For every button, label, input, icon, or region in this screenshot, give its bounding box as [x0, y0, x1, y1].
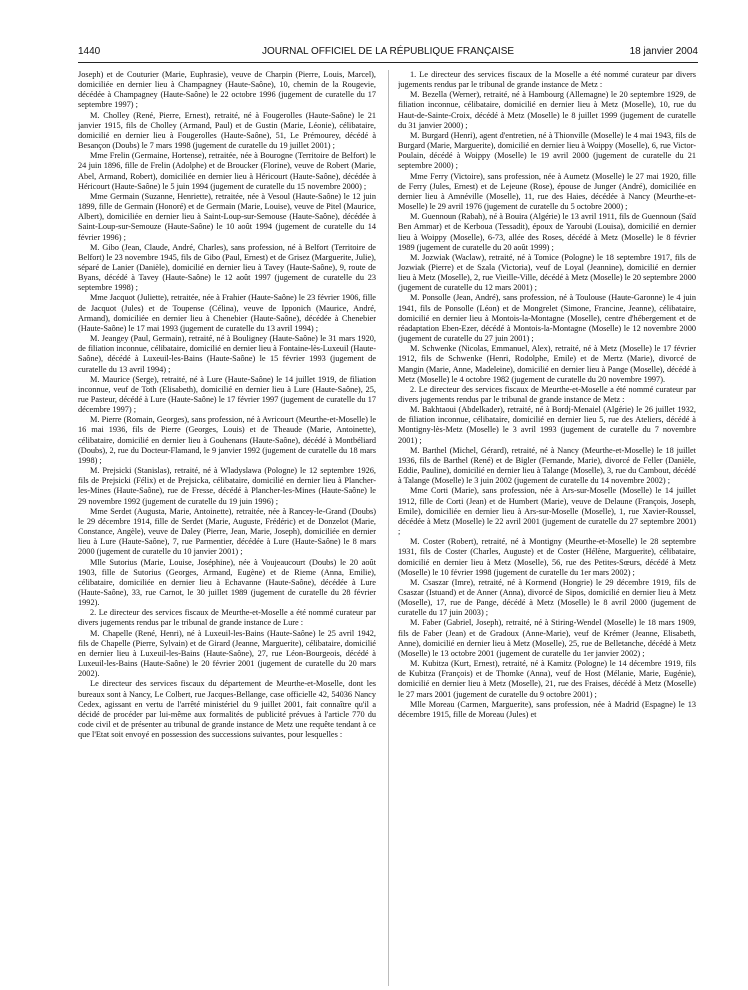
paragraph: M. Pierre (Romain, Georges), sans profession, né à Avricourt (Meurthe-et-Moselle) le 16 mai 1936, fils de Pierre (Georges, Louis) et de Theaude (Marie, Antoinette), célibataire, domicilié en dernier lieu à Gouhenans (Haute-Saône), décédé à Montbéliard (Doubs), 2, rue du Docteur-Flamand, le 9 janvier 1992 (jugement de curatelle du 18 mars 1998) ; [78, 415, 376, 465]
paragraph: Mlle Sutorius (Marie, Louise, Joséphine), née à Voujeaucourt (Doubs) le 20 août 1903, fille de Sutorius (Georges, Armand, Eugène) et de Rieme (Anna, Emilie), célibataire, domiciliée en dernier lieu à Echavanne (Haute-Saône), décédée à Lure (Haute-Saône), 33, rue Carnot, le 30 juillet 1989 (jugement de curatelle du 28 février 1992). [78, 557, 376, 608]
paragraph: Mme Serdet (Augusta, Marie, Antoinette), retraitée, née à Rancey-le-Grand (Doubs) le 29 décembre 1914, fille de Serdet (Marie, Auguste, Frédéric) et de Donzelot (Marie, Constance, Angèle), veuve de Daley (Pierre, Jean, Marie, Joseph), domiciliée en dernier lieu à Lure (Haute-Saône), 7, rue Parmentier, décédée à Lure (Haute-Saône) le 8 mars 2000 (jugement de curatelle du 10 janvier 2001) ; [78, 506, 376, 557]
page-number: 1440 [78, 46, 101, 57]
column-separator [388, 70, 389, 986]
paragraph: M. Bezella (Werner), retraité, né à Hambourg (Allemagne) le 20 septembre 1929, de filiation inconnue, célibataire, domicilié en dernier lieu à Metz (Moselle), 10, rue du Haut-de-Sainte-Croix, décédé à Metz (Moselle) le 8 juillet 1999 (jugement de curatelle du 31 janvier 2000) ; [398, 90, 696, 130]
paragraph: M. Kubitza (Kurt, Ernest), retraité, né à Kamitz (Pologne) le 14 décembre 1919, fils de Kubitza (François) et de Thomke (Anna), veuf de Host (Mélanie, Marie, Eugénie), domicilié en dernier lieu à Metz (Moselle), 21, rue des Fraises, décédé à Metz (Moselle) le 27 mars 2001 (jugement de curatelle du 9 octobre 2001) ; [398, 659, 696, 699]
paragraph: M. Jozwiak (Waclaw), retraité, né à Tomice (Pologne) le 18 septembre 1917, fils de Jozwiak (Pierre) et de Szala (Victoria), veuf de Loyal (Jeannine), domicilié en dernier lieu à Metz (Moselle), 2, rue Vieille-Ville, décédé à Metz (Moselle) le 20 septembre 2000 (jugement de curatelle du 12 mars 2001) ; [398, 252, 696, 293]
paragraph: Mme Ferry (Victoire), sans profession, née à Aumetz (Moselle) le 27 mai 1920, fille de Ferry (Jules, Ernest) et de Lejeune (Rose), épouse de Junger (André), domiciliée en dernier lieu à Amnéville (Moselle), 11, rue des Haies, décédée à Nancy (Meurthe-et-Moselle) le 29 avril 1976 (jugement de curatelle du 5 octobre 2000) ; [398, 171, 696, 212]
paragraph: M. Burgard (Henri), agent d'entretien, né à Thionville (Moselle) le 4 mai 1943, fils de Burgard (Marie, Marguerite), domicilié en dernier lieu à Woippy (Moselle), 6, rue Victor-Poulain, décédé à Woippy (Moselle) le 19 avril 2000 (jugement de curatelle du 21 septembre 2000) ; [398, 130, 696, 171]
paragraph: Mme Frelin (Germaine, Hortense), retraitée, née à Bourogne (Territoire de Belfort) le 24 juin 1896, fille de Frelin (Adolphe) et de Broucker (Florine), veuve de Robert (Marie, Abel, Armand, Robert), domiciliée en dernier lieu à Héricourt (Haute-Saône), décédée à Héricourt (Haute-Saône) le 5 juin 1994 (jugement de curatelle du 15 novembre 2000) ; [78, 151, 376, 191]
paragraph: M. Maurice (Serge), retraité, né à Lure (Haute-Saône) le 14 juillet 1919, de filiation inconnue, veuf de Toth (Elisabeth), domicilié en dernier lieu à Lure (Haute-Saône), 25, rue Pasteur, décédé à Lure (Haute-Saône) le 17 février 1997 (jugement de curatelle du 17 décembre 1997) ; [78, 374, 376, 415]
paragraph: M. Chapelle (René, Henri), né à Luxeuil-les-Bains (Haute-Saône) le 25 avril 1942, fils de Chapelle (Pierre, Sylvain) et de Girard (Jeanne, Marguerite), célibataire, domicilié en dernier lieu à Luxeuil-les-Bains (Haute-Saône), 27, rue Léon-Bourgeois, décédé à Luxeuil-les-Bains (Haute-Saône) le 20 février 2001 (jugement de curatelle du 20 mars 2002). [78, 628, 376, 679]
paragraph: M. Faber (Gabriel, Joseph), retraité, né à Stiring-Wendel (Moselle) le 18 mars 1909, fils de Faber (Jean) et de Gradoux (Anne-Marie), veuf de Krémer (Jeanne, Elisabeth, Anne), domicilié en dernier lieu à Metz (Moselle), 25, rue de Belletanche, décédé à Metz (Moselle) le 13 octobre 2001 (jugement de curatelle du 1er janvier 2002) ; [398, 618, 696, 658]
left-column [78, 70, 376, 986]
page-header [78, 45, 698, 59]
right-column [398, 70, 696, 986]
paragraph: M. Csaszar (Imre), retraité, né à Kormend (Hongrie) le 29 décembre 1919, fils de Csaszar (Istuand) et de Anner (Anna), divorcé de Sipos, domicilié en dernier lieu à Metz (Moselle), 17, rue de Pange, décédé à Metz (Moselle) le 8 avril 2000 (jugement de curatelle du 17 juin 2003) ; [398, 577, 696, 618]
paragraph: M. Gibo (Jean, Claude, André, Charles), sans profession, né à Belfort (Territoire de Belfort) le 23 novembre 1945, fils de Gibo (Paul, Ernest) et de Grisez (Marguerite, Julie), séparé de Lanier (Danièle), domicilié en dernier lieu à Tavey (Haute-Saône), 9, route de Byans, décédé à Tavey (Haute-Saône) le 12 août 1997 (jugement de curatelle du 23 septembre 1998) ; [78, 242, 376, 293]
issue-date: 18 janvier 2004 [629, 46, 698, 57]
paragraph: M. Jeangey (Paul, Germain), retraité, né à Bouligney (Haute-Saône) le 31 mars 1920, de filiation inconnue, célibataire, domicilié en dernier lieu à Fontaine-lès-Luxeuil (Haute-Saône), décédé à Luxeuil-les-Bains (Haute-Saône) le 15 février 1993 (jugement de curatelle du 13 avril 1994) ; [78, 334, 376, 374]
paragraph: M. Bakhtaoui (Abdelkader), retraité, né à Bordj-Menaiel (Algérie) le 26 juillet 1932, de filiation inconnue, célibataire, domicilié en dernier lieu 5, rue des Ateliers, décédé à Montigny-lès-Metz (Moselle) le 3 avril 1993 (jugement de curatelle du 7 novembre 2001) ; [398, 405, 696, 445]
paragraph: M. Schwenke (Nicolas, Emmanuel, Alex), retraité, né à Metz (Moselle) le 17 février 1912, fils de Schwenke (Henri, Rodolphe, Emile) et de Mertz (Marie), divorcé de Mangin (Marie, Anne, Madeleine), domicilié en dernier lieu à Pange (Moselle), décédé à Metz (Moselle) le 4 octobre 1982 (jugement de curatelle du 20 novembre 1997). [398, 344, 696, 384]
paragraph: Mlle Moreau (Carmen, Marguerite), sans profession, née à Madrid (Espagne) le 13 décembre 1915, fille de Moreau (Jules) et [398, 699, 696, 719]
paragraph: M. Barthel (Michel, Gérard), retraité, né à Nancy (Meurthe-et-Moselle) le 18 juillet 1936, fils de Barthel (René) et de Bigler (Fernande, Marie), divorcé de Feller (Danièle, Eddie, Pauline), domicilié en dernier lieu à Talange (Moselle), 3, rue du Cambout, décédé à Talange (Moselle) le 3 juin 2002 (jugement de curatelle du 14 novembre 2002) ; [398, 445, 696, 486]
header-rule [78, 62, 698, 63]
journal-title: JOURNAL OFFICIEL DE LA RÉPUBLIQUE FRANÇAISE [261, 46, 515, 57]
paragraph: Le directeur des services fiscaux du département de Meurthe-et-Moselle, dont les bureaux sont à Nancy, Le Colbert, rue Jacques-Bellange, case officielle 42, 54036 Nancy Cedex, agissant en vertu de l'arrêté ministériel du 9 juillet 2001, fait connaître qu'il a décidé de procéder par lui-même aux formalités de publicité prévues à l'article 770 du code civil et de présenter au tribunal de grande instance de Metz une requête tendant à ce que l'Etat soit envoyé en possession des successions suivantes, pour lesquelles : [78, 679, 376, 740]
paragraph: M. Ponsolle (Jean, André), sans profession, né à Toulouse (Haute-Garonne) le 4 juin 1941, fils de Ponsolle (Léon) et de Mongrelet (Simone, Francine, Jeanne), célibataire, domicilié en dernier lieu à Montois-la-Montagne (Moselle), centre d'hébergement et de réadaptation Eben-Ezer, décédé à Montois-la-Montagne (Moselle) le 12 novembre 2000 (jugement de curatelle du 27 juin 2001) ; [398, 293, 696, 344]
paragraph: 2. Le directeur des services fiscaux de Meurthe-et-Moselle a été nommé curateur par divers jugements rendus par le tribunal de grande instance de Lure : [78, 608, 376, 628]
paragraph: M. Guennoun (Rabah), né à Bouira (Algérie) le 13 avril 1911, fils de Guennoun (Saïd Ben Ammar) et de Kerboua (Tessadit), époux de Yaroubi (Louisa), domicilié en dernier lieu à Woippy (Moselle), 6-73, allée des Roses, décédé à Metz (Moselle) le 8 février 1989 (jugement de curatelle du 20 août 1999) ; [398, 212, 696, 252]
paragraph: 1. Le directeur des services fiscaux de la Moselle a été nommé curateur par divers jugements rendus par le tribunal de grande instance de Metz : [398, 70, 696, 90]
paragraph: Mme Germain (Suzanne, Henriette), retraitée, née à Vesoul (Haute-Saône) le 12 juin 1899, fille de Germain (Honoré) et de Germain (Marie, Louise), veuve de Pitel (Maurice, Albert), domiciliée en dernier lieu à Saint-Loup-sur-Semouse (Haute-Saône), décédée à Saint-Loup-sur-Semouze (Haute-Saône) le 10 août 1994 (jugement de curatelle du 14 février 1996) ; [78, 191, 376, 242]
paragraph: M. Coster (Robert), retraité, né à Montigny (Meurthe-et-Moselle) le 28 septembre 1931, fils de Coster (Charles, Auguste) et de Coster (Hélène, Marguerite), célibataire, domicilié en dernier lieu à Metz (Moselle), 56, rue des Petites-Sœurs, décédé à Metz (Moselle) le 10 février 1998 (jugement de curatelle du 1er mars 2002) ; [398, 537, 696, 577]
paragraph: Mme Corti (Marie), sans profession, née à Ars-sur-Moselle (Moselle) le 14 juillet 1912, fille de Corti (Jean) et de Humbert (Marie), veuve de Delaune (François, Joseph, Emile), domiciliée en dernier lieu à Ars-sur-Moselle (Moselle), 1, rue Xavier-Roussel, décédée à Metz (Moselle) le 22 avril 2001 (jugement de curatelle du 27 septembre 2001) ; [398, 486, 696, 537]
paragraph: M. Prejsicki (Stanislas), retraité, né à Wladyslawa (Pologne) le 12 septembre 1926, fils de Prejsicki (Félix) et de Prejsicka, célibataire, domicilié en dernier lieu à Plancher-les-Mines (Haute-Saône), rue de Fresse, décédé à Plancher-les-Mines (Haute-Saône) le 29 novembre 1992 (jugement de curatelle du 19 juin 1996) ; [78, 466, 376, 506]
paragraph: M. Cholley (René, Pierre, Ernest), retraité, né à Fougerolles (Haute-Saône) le 21 janvier 1915, fils de Cholley (Armand, Paul) et de Gustin (Marie, Léonie), célibataire, domicilié en dernier lieu à Fougerolles (Haute-Saône), 51, Le Prémourey, décédé à Besançon (Doubs) le 7 mars 1998 (jugement de curatelle du 19 juillet 2001) ; [78, 110, 376, 151]
paragraph: Mme Jacquot (Juliette), retraitée, née à Frahier (Haute-Saône) le 23 février 1906, fille de Jacquot (Jules) et de Toupense (Célina), veuve de Ipponich (Maurice, André, Armand), domiciliée en dernier lieu à Chenebier (Haute-Saône), décédée à Chenebier (Haute-Saône) le 17 mai 1993 (jugement de curatelle du 13 avril 1994) ; [78, 293, 376, 333]
paragraph: Joseph) et de Couturier (Marie, Euphrasie), veuve de Charpin (Pierre, Louis, Marcel), domiciliée en dernier lieu à Champagney (Haute-Saône), 10, chemin de la Rougevie, décédée à Champagney (Haute-Saône) le 22 octobre 1996 (jugement de curatelle du 17 septembre 1997) ; [78, 70, 376, 110]
paragraph: 2. Le directeur des services fiscaux de Meurthe-et-Moselle a été nommé curateur par divers jugements rendus par le tribunal de grande instance de Metz : [398, 384, 696, 404]
